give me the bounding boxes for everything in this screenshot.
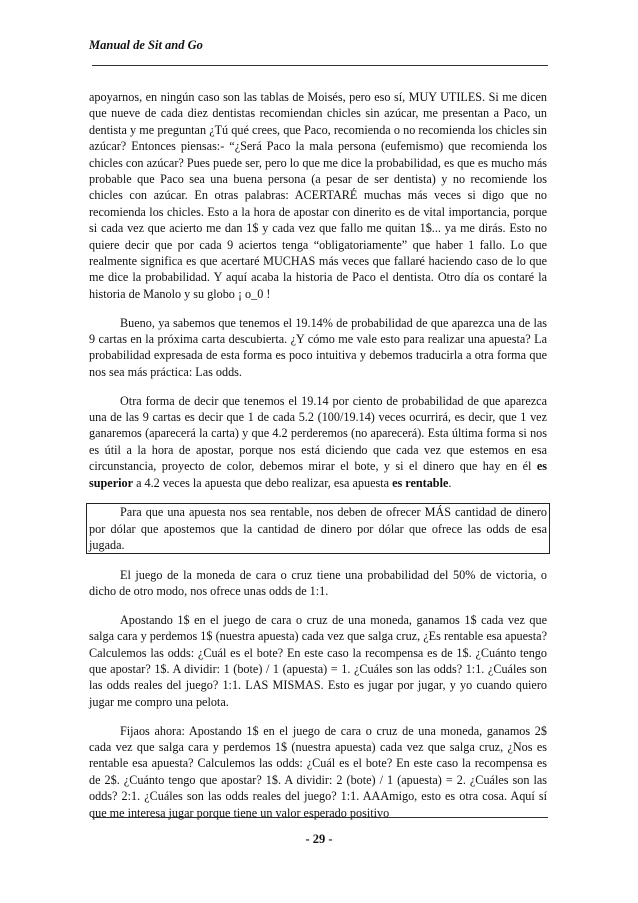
paragraph-text: a 4.2 veces la apuesta que debo realizar, esa apuesta (133, 475, 393, 490)
paragraph-text: apoyarnos, en ningún caso son las tablas de Moisés, pero eso sí, MUY UTILES. Si me dicen que nueve de cada diez dentistas recomiendan chicles sin azúcar, me presentan a Paco, un dentista y me preguntan ¿Tú qué crees, que Paco, recomienda o no recomienda los chicles sin azúcar? Entonces piensas:- “¿Será Paco la mala persona (eufemismo) que recomienda los chicles con azúcar? Pues puede ser, pero lo que me dice la probabilidad, es que es mucho más probable que Paco sea una buena persona (a pesar de ser dentista) y no recomiende los chicles con azúcar. En otras palabras: ACERTARÉ muchas más veces si digo que no recomienda los chicles. Esto a la hora de apostar con dinerito es de vital importancia, porque si cada vez que acierto me dan 1$ y cada vez que fallo me quitan 1$... ya me dirás. Esto no quiere decir que por cada 9 aciertos tenga “obligatoriamente” que haber 1 fallo. Lo que realmente significa es que acertaré MUCHAS más veces que fallaré haciendo caso de lo que me dice la probabilidad. Y aquí acaba la historia de Paco el dentista. Otro día os contaré la historia de Manolo y su globo ¡ o_0 ! (89, 90, 547, 301)
paragraph-text: . (448, 475, 452, 490)
paragraph-text: Otra forma de decir que tenemos el 19.14 por ciento de probabilidad de que aparezca una de las 9 cartas es decir que 1 de cada 5.2 (100/19.14) veces ocurrirá, es decir, que 1 vez ganaremos (aparecerá la carta) y que 4.2 perderemos (no aparecerá). Esta última forma si nos es útil a la hora de apostar, porque nos está diciendo que cada vez que estemos en esa circunstancia, proyecto de color, debemos mirar el bote, y si el dinero que hay en él (89, 393, 547, 474)
page-number: - 29 - (305, 832, 333, 846)
paragraph-text: Para que una apuesta nos sea rentable, nos deben de ofrecer MÁS cantidad de dinero por dólar que apostemos que la cantidad de dinero por dólar que ofrece las odds de esa jugada. (89, 505, 547, 553)
boxed-definition (86, 503, 550, 554)
paragraph-text: Fijaos ahora: Apostando 1$ en el juego de cara o cruz de una moneda, ganamos 2$ cada vez que salga cara y perdemos 1$ (nuestra apuesta) cada vez que salga cruz, ¿Nos es rentable esa apuesta? Calculemos las odds: ¿Cuál es el bote? En este caso la recompensa es de 2$. ¿Cuánto tengo que apostar? 1$. A dividir: 2 (bote) / 1 (apuesta) = 2. ¿Cuáles son las odds? 2:1. ¿Cuáles son las odds reales del juego? 1:1. AAAmigo, esto es otra cosa. Aquí sí que me interesa jugar porque tiene un valor esperado positivo (89, 723, 547, 820)
footer-rule (92, 817, 548, 818)
paragraph-coin-game (89, 567, 547, 600)
paragraph-text: Apostando 1$ en el juego de cara o cruz de una moneda, ganamos 1$ cada vez que salga cara y perdemos 1$ (nuestra apuesta) cada vez que salga cruz, ¿Es rentable esa apuesta? Calculemos las odds: ¿Cuál es el bote? En este caso la recompensa es de 1$. ¿Cuánto tengo que apostar? 1$. A dividir: 1 (bote) / 1 (apuesta) = 1. ¿Cuáles son las odds? 1:1. ¿Cuáles son las odds reales del juego? 1:1. LAS MISMAS. Esto es jugar por jugar, y yo cuando quiero jugar me compro una pelota. (89, 612, 547, 709)
paragraph-continuation (89, 89, 547, 302)
paragraph-coin-example-2 (89, 723, 547, 821)
header-rule (92, 65, 548, 66)
page-body (89, 89, 547, 833)
emphasis-bold: es superior (89, 459, 547, 490)
paragraph-text: El juego de la moneda de cara o cruz tiene una probabilidad del 50% de victoria, o dicho de otro modo, nos ofrece unas odds de 1:1. (89, 567, 547, 599)
paragraph-coin-example-1 (89, 612, 547, 710)
paragraph-probability (89, 315, 547, 381)
emphasis-bold: es rentable (392, 475, 449, 490)
paragraph-text: Bueno, ya sabemos que tenemos el 19.14% de probabilidad de que aparezca una de las 9 cartas en la próxima carta descubierta. ¿Y cómo me vale esto para realizar una apuesta? La probabilidad expresada de esta forma es poco intuitiva y debemos traducirla a otra forma que nos sea más práctica: Las odds. (89, 315, 547, 379)
running-header: Manual de Sit and Go (89, 38, 203, 52)
paragraph-odds-explanation (89, 393, 547, 491)
